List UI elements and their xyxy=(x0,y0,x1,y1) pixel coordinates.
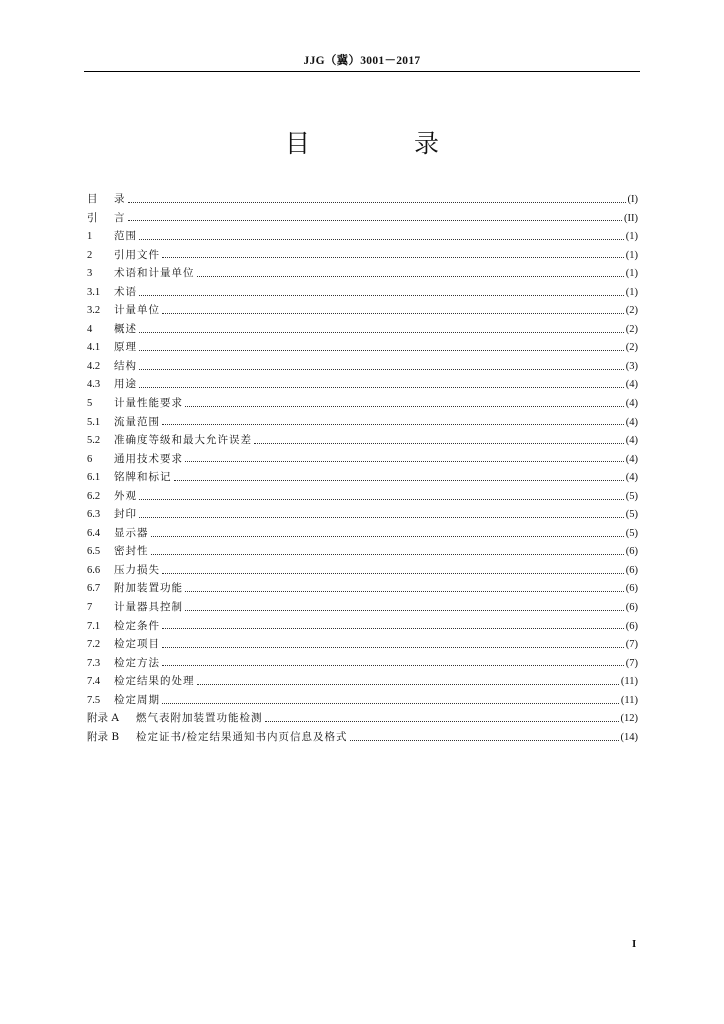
toc-dot-leader xyxy=(162,628,624,629)
running-header: JJG（冀）3001－2017 xyxy=(303,55,421,67)
toc-entry-label: 显示器 xyxy=(114,526,149,539)
toc-entry[interactable] xyxy=(87,209,638,228)
toc-entry[interactable] xyxy=(87,320,638,339)
toc-entry-label: 术语 xyxy=(114,285,137,298)
toc-entry-page: (11) xyxy=(620,676,638,688)
header-rule xyxy=(84,71,640,72)
toc-entry-label: 附加装置功能 xyxy=(114,582,183,595)
toc-entry[interactable] xyxy=(87,413,638,432)
toc-entry-number: 附录 B xyxy=(87,730,120,743)
toc-entry-label: 计量单位 xyxy=(114,304,160,317)
toc-entry[interactable] xyxy=(87,227,638,246)
toc-entry-number: 3 xyxy=(87,268,93,280)
toc-entry[interactable] xyxy=(87,542,638,561)
toc-entry-label: 通用技术要求 xyxy=(114,452,183,465)
toc-entry-label: 结构 xyxy=(114,359,137,372)
toc-entry-label: 检定方法 xyxy=(114,656,160,669)
toc-entry-page: (2) xyxy=(625,323,638,335)
toc-entry-page: (5) xyxy=(625,527,638,539)
toc-entry-number: 6.2 xyxy=(87,490,101,502)
toc-entry-number: 4 xyxy=(87,323,93,335)
toc-entry[interactable] xyxy=(87,709,638,728)
toc-entry-number: 3.1 xyxy=(87,286,101,298)
toc-entry-page: (5) xyxy=(625,490,638,502)
toc-dot-leader xyxy=(254,443,624,444)
toc-entry-number: 引 xyxy=(87,212,98,224)
toc-entry-page: (3) xyxy=(625,360,638,372)
toc-dot-leader xyxy=(139,517,624,518)
toc-entry-number: 6.7 xyxy=(87,583,101,595)
toc-entry-number: 6.5 xyxy=(87,546,101,558)
toc-dot-leader xyxy=(162,424,624,425)
toc-dot-leader xyxy=(139,295,624,296)
toc-entry-number: 1 xyxy=(87,231,93,243)
toc-entry[interactable] xyxy=(87,301,638,320)
toc-entry-label: 压力损失 xyxy=(114,563,160,576)
toc-entry-label: 燃气表附加装置功能检测 xyxy=(136,712,263,725)
toc-entry-label: 检定结果的处理 xyxy=(114,675,195,688)
toc-entry-page: (11) xyxy=(620,694,638,706)
toc-entry[interactable] xyxy=(87,728,638,747)
toc-entry-number: 6.6 xyxy=(87,564,101,576)
toc-entry-number: 4.1 xyxy=(87,342,101,354)
toc-entry-number: 5.2 xyxy=(87,435,101,447)
toc-dot-leader xyxy=(128,220,623,221)
toc-entry-label: 录 xyxy=(114,193,126,205)
toc-entry[interactable] xyxy=(87,450,638,469)
toc-entry[interactable] xyxy=(87,283,638,302)
toc-entry-label: 术语和计量单位 xyxy=(114,267,195,280)
toc-entry-label: 检定证书/检定结果通知书内页信息及格式 xyxy=(136,730,348,743)
toc-dot-leader xyxy=(185,591,624,592)
toc-dot-leader xyxy=(128,202,626,203)
toc-entry-page: (12) xyxy=(620,713,638,725)
toc-entry-page: (4) xyxy=(625,379,638,391)
toc-entry-number: 7.2 xyxy=(87,639,101,651)
toc-dot-leader xyxy=(185,461,624,462)
toc-entry-number: 5.1 xyxy=(87,416,101,428)
toc-entry[interactable] xyxy=(87,691,638,710)
toc-entry-number: 2 xyxy=(87,249,93,261)
toc-dot-leader xyxy=(139,239,624,240)
toc-entry[interactable] xyxy=(87,468,638,487)
toc-entry-label: 外观 xyxy=(114,489,137,502)
toc-entry-page: (6) xyxy=(625,583,638,595)
toc-title: 目 录 xyxy=(285,129,487,158)
toc-entry-label: 封印 xyxy=(114,508,137,521)
toc-entry-label: 准确度等级和最大允许误差 xyxy=(114,434,252,447)
toc-entry[interactable] xyxy=(87,579,638,598)
toc-dot-leader xyxy=(185,610,624,611)
toc-entry-number: 6.4 xyxy=(87,527,101,539)
toc-entry-label: 概述 xyxy=(114,322,137,335)
toc-entry-number: 7.1 xyxy=(87,620,101,632)
toc-entry-label: 铭牌和标记 xyxy=(114,471,172,484)
toc-entry[interactable] xyxy=(87,264,638,283)
toc-entry-page: (2) xyxy=(625,342,638,354)
toc-entry-number: 4.2 xyxy=(87,360,101,372)
toc-entry[interactable] xyxy=(87,431,638,450)
toc-entry-page: (1) xyxy=(625,231,638,243)
toc-dot-leader xyxy=(139,499,624,500)
toc-entry-page: (1) xyxy=(625,249,638,261)
toc-entry[interactable] xyxy=(87,672,638,691)
toc-dot-leader xyxy=(197,684,619,685)
toc-entry-number: 7.5 xyxy=(87,694,101,706)
toc-dot-leader xyxy=(151,554,624,555)
toc-entry-number: 目 xyxy=(87,194,98,205)
toc-entry-number: 4.3 xyxy=(87,379,101,391)
toc-entry-label: 检定项目 xyxy=(114,638,160,651)
toc-entry[interactable] xyxy=(87,654,638,673)
toc-dot-leader xyxy=(139,332,624,333)
toc-dot-leader xyxy=(162,665,624,666)
toc-dot-leader xyxy=(185,406,624,407)
toc-dot-leader xyxy=(139,350,624,351)
toc-entry-page: (5) xyxy=(625,509,638,521)
toc-entry-page: (2) xyxy=(625,305,638,317)
toc-entry-page: (6) xyxy=(625,602,638,614)
toc-entry-page: (7) xyxy=(625,639,638,651)
toc-entry-label: 原理 xyxy=(114,341,137,354)
toc-entry[interactable] xyxy=(87,505,638,524)
toc-entry[interactable] xyxy=(87,190,638,209)
toc-entry-page: (6) xyxy=(625,546,638,558)
toc-entry[interactable] xyxy=(87,338,638,357)
toc-entry-number: 6.3 xyxy=(87,509,101,521)
toc-entry[interactable] xyxy=(87,375,638,394)
toc-entry-page: (II) xyxy=(624,212,638,224)
toc-entry[interactable] xyxy=(87,635,638,654)
toc-dot-leader xyxy=(151,536,624,537)
toc-entry-label: 引用文件 xyxy=(114,248,160,261)
toc-entry-number: 7 xyxy=(87,602,93,614)
toc-entry-page: (6) xyxy=(625,620,638,632)
toc-entry-page: (4) xyxy=(625,398,638,410)
table-of-contents xyxy=(87,190,638,746)
toc-entry-number: 3.2 xyxy=(87,305,101,317)
toc-entry-label: 计量性能要求 xyxy=(114,397,183,410)
toc-entry-page: (6) xyxy=(625,564,638,576)
page-number: I xyxy=(632,938,637,950)
toc-entry[interactable] xyxy=(87,524,638,543)
toc-entry-label: 密封性 xyxy=(114,545,149,558)
toc-entry-number: 6 xyxy=(87,453,93,465)
toc-dot-leader xyxy=(162,257,624,258)
toc-entry-number: 附录 A xyxy=(87,712,119,725)
toc-entry[interactable] xyxy=(87,487,638,506)
toc-entry-label: 检定周期 xyxy=(114,693,160,706)
toc-dot-leader xyxy=(162,703,619,704)
toc-entry-page: (7) xyxy=(625,657,638,669)
toc-dot-leader xyxy=(197,276,624,277)
toc-entry[interactable] xyxy=(87,598,638,617)
toc-dot-leader xyxy=(162,647,624,648)
toc-entry-page: (14) xyxy=(620,731,638,743)
toc-entry[interactable] xyxy=(87,394,638,413)
toc-entry-page: (1) xyxy=(625,268,638,280)
toc-dot-leader xyxy=(162,313,624,314)
toc-entry-number: 7.4 xyxy=(87,676,101,688)
toc-entry-page: (I) xyxy=(627,194,638,205)
toc-dot-leader xyxy=(139,387,624,388)
toc-entry[interactable] xyxy=(87,561,638,580)
toc-entry-label: 检定条件 xyxy=(114,619,160,632)
toc-dot-leader xyxy=(139,369,624,370)
toc-dot-leader xyxy=(174,480,624,481)
toc-entry-label: 计量器具控制 xyxy=(114,601,183,614)
toc-entry-page: (1) xyxy=(625,286,638,298)
toc-entry-label: 言 xyxy=(114,211,126,224)
toc-entry-label: 范围 xyxy=(114,230,137,243)
toc-entry[interactable] xyxy=(87,617,638,636)
toc-entry[interactable] xyxy=(87,246,638,265)
toc-dot-leader xyxy=(350,740,619,741)
toc-entry-page: (4) xyxy=(625,435,638,447)
toc-entry-number: 5 xyxy=(87,398,93,410)
toc-entry-number: 6.1 xyxy=(87,472,101,484)
toc-entry[interactable] xyxy=(87,357,638,376)
toc-entry-number: 7.3 xyxy=(87,657,101,669)
toc-entry-page: (4) xyxy=(625,416,638,428)
toc-dot-leader xyxy=(162,573,624,574)
toc-entry-label: 流量范围 xyxy=(114,415,160,428)
toc-dot-leader xyxy=(265,721,619,722)
toc-entry-page: (4) xyxy=(625,453,638,465)
toc-entry-label: 用途 xyxy=(114,378,137,391)
toc-entry-page: (4) xyxy=(625,472,638,484)
